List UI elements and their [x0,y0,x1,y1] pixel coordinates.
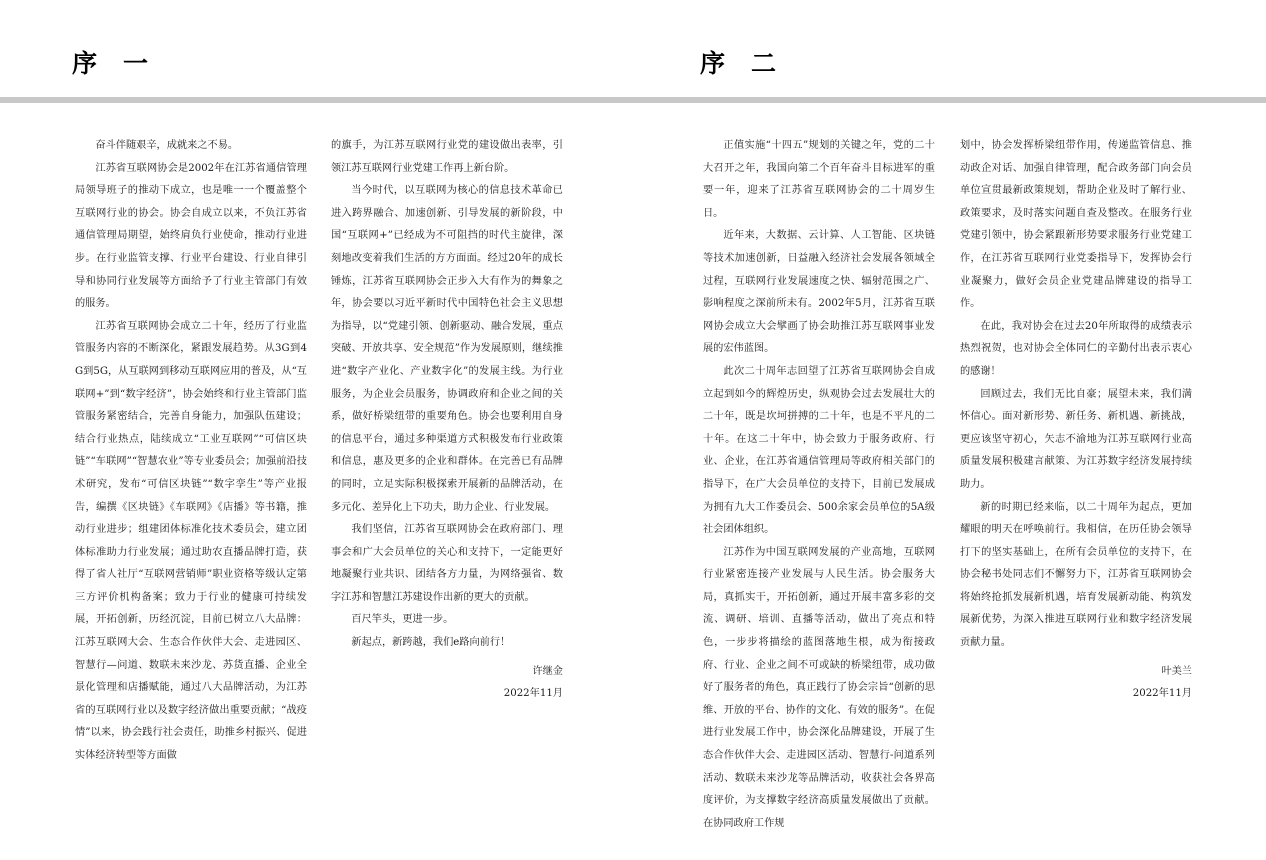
paragraph: 新起点，新跨越，我们e路向前行！ [351,637,511,649]
left-title-char2: 一 [123,49,149,78]
left-page-column-2 [331,135,563,706]
paragraph: 此次二十周年志回望了江苏省互联网协会自成立起到如今的辉煌历史，纵观协会过去发展壮大的二十年，既是坎坷拼搏的二十年，也是不平凡的二十年。在这二十年中，协会致力于服务政府、行业、企业，在江苏省通信管理局等政府相关部门的指导下，在广大会员单位的支持下，目前已发展成为拥有九大工作委员会、500余家会员单位的5A级社会团体组织。 [703,365,935,536]
paragraph: 正值实施“十四五”规划的关键之年，党的二十大召开之年，我国向第二个百年奋斗目标进军的重要一年，迎来了江苏省互联网协会的二十周岁生日。 [703,140,935,219]
left-page-title [72,44,148,80]
paragraph: 近年来，大数据、云计算、人工智能、区块链等技术加速创新，日益融入经济社会发展各领域全过程，互联网行业发展速度之快、辐射范围之广、影响程度之深前所未有。2002年5月，江苏省互联网协会成立大会擘画了协会助推江苏互联网事业发展的宏伟蓝图。 [703,230,935,355]
right-page-column-1 [703,135,935,835]
paragraph: 江苏省互联网协会成立二十年，经历了行业监管服务内容的不断深化，紧跟发展趋势。从3G到4G到5G，从互联网到移动互联网应用的普及，从“互联网+”到“数字经济”，协会始终和行业主管部门监管服务紧密结合，完善自身能力，加强队伍建设；结合行业热点，陆续成立“工业互联网”“可信区块链”“车联网”“智慧农业”等专业委员会；加强前沿技术研究，发布“可信区块链”“数字孪生”等产业报告，编撰《区块链》《车联网》《店播》等书籍，推动行业进步；组建团体标准化技术委员会，建立团体标准助力行业发展；通过助农直播品牌打造，获得了省人社厅“互联网营销师”职业资格等级认定第三方评价机构备案；致力于行业的健康可持续发展，开拓创新，历经沉淀，目前已树立八大品牌：江苏互联网大会、生态合作伙伴大会、走进园区、智慧行—问道、数联未来沙龙、苏货直播、企业全景化管理和店播赋能，通过八大品牌活动，为江苏省的互联网行业以及数字经济做出重要贡献；“战疫情”以来，协会践行社会责任，助推乡村振兴、促进实体经济转型等方面做 [75,320,307,762]
left-title-char1: 序 [72,49,98,78]
date: 2022年11月 [1132,688,1192,700]
right-title-char2: 二 [751,49,777,78]
header-divider [0,97,1266,103]
left-page-column-1 [75,135,307,768]
right-title-char1: 序 [700,49,726,78]
right-page-title [700,44,776,80]
paragraph: 江苏作为中国互联网发展的产业高地，互联网行业紧密连接产业发展与人民生活。协会服务大局，真抓实干，开拓创新，通过开展丰富多彩的交流、调研、培训、直播等活动，做出了亮点和特色，一步步将描绘的蓝图落地生根，成为衔接政府、行业、企业之间不可或缺的桥梁纽带，成功做好了服务者的角色，真正践行了协会宗旨“创新的思维、开放的平台、协作的文化、有效的服务”。在促进行业发展工作中，协会深化品牌建设，开展了生态合作伙伴大会、走进园区活动、智慧行-问道系列活动、数联未来沙龙等品牌活动，收获社会各界高度评价，为支撑数字经济高质量发展做出了贡献。在协同政府工作规 [703,546,935,829]
paragraph: 奋斗伴随艰辛，成就来之不易。 [95,140,239,151]
paragraph: 百尺竿头，更进一步。 [351,614,454,626]
date: 2022年11月 [503,688,563,700]
signature: 许继金 [532,665,563,677]
paragraph: 新的时期已经来临，以二十周年为起点，更加耀眼的明天在呼唤前行。我相信，在历任协会领导打下的坚实基础上，在所有会员单位的支持下，在协会秘书处同志们不懈努力下，江苏省互联网协会将始终抢抓发展新机遇，培育发展新动能、构筑发展新优势，为深入推进互联网行业和数字经济发展贡献力量。 [960,501,1192,649]
paragraph: 划中，协会发挥桥梁纽带作用，传递监管信息、推动政企对话、加强自律管理，配合政务部门向会员单位宣贯最新政策规划，帮助企业及时了解行业、政策要求，及时落实问题自查及整改。在服务行业党建引领中，协会紧跟新形势要求服务行业党建工作，在江苏省互联网行业党委指导下，发挥协会行业凝聚力，做好会员企业党建品牌建设的指导工作。 [960,140,1192,310]
paragraph: 的旗手，为江苏互联网行业党的建设做出表率，引领江苏互联网行业党建工作再上新台阶。 [331,140,563,174]
right-page-column-2 [960,135,1192,706]
paragraph: 当今时代，以互联网为核心的信息技术革命已进入跨界融合、加速创新、引导发展的新阶段，中国“互联网+”已经成为不可阻挡的时代主旋律，深刻地改变着我们生活的方方面面。经过20年的成长锤炼，江苏省互联网协会正步入大有作为的舞象之年，协会要以习近平新时代中国特色社会主义思想为指导，以“党建引领、创新驱动、融合发展，重点突破、开放共享、安全规范”作为发展原则，继续推进“数字产业化、产业数字化”的发展主线。为行业服务，为企业会员服务，协调政府和企业之间的关系，做好桥梁纽带的重要角色。协会也要利用自身的信息平台，通过多种渠道方式积极发布行业政策和信息，惠及更多的企业和群体。在完善已有品牌的同时，立足实际积极探索开展新的品牌活动，在多元化、差异化上下功夫，助力企业、行业发展。 [331,185,563,513]
paragraph: 在此，我对协会在过去20年所取得的成绩表示热烈祝贺，也对协会全体同仁的辛勤付出表示衷心的感谢！ [960,320,1192,377]
paragraph: 我们坚信，江苏省互联网协会在政府部门、理事会和广大会员单位的关心和支持下，一定能更好地凝聚行业共识、团结各方力量，为网络强省、数字江苏和智慧江苏建设作出新的更大的贡献。 [331,524,563,603]
paragraph: 江苏省互联网协会是2002年在江苏省通信管理局领导班子的推动下成立，也是唯一一个覆盖整个互联网行业的协会。协会自成立以来，不负江苏省通信管理局期望，始终肩负行业使命，推动行业进步。在行业监管支撑、行业平台建设、行业自律引导和协同行业发展等方面给予了行业主管部门有效的服务。 [75,162,307,310]
signature: 叶美兰 [1161,665,1192,677]
paragraph: 回顾过去，我们无比自豪；展望未来，我们满怀信心。面对新形势、新任务、新机遇、新挑战，更应该坚守初心，矢志不渝地为江苏互联网行业高质量发展积极建言献策、为江苏数字经济发展持续助力。 [960,388,1192,490]
